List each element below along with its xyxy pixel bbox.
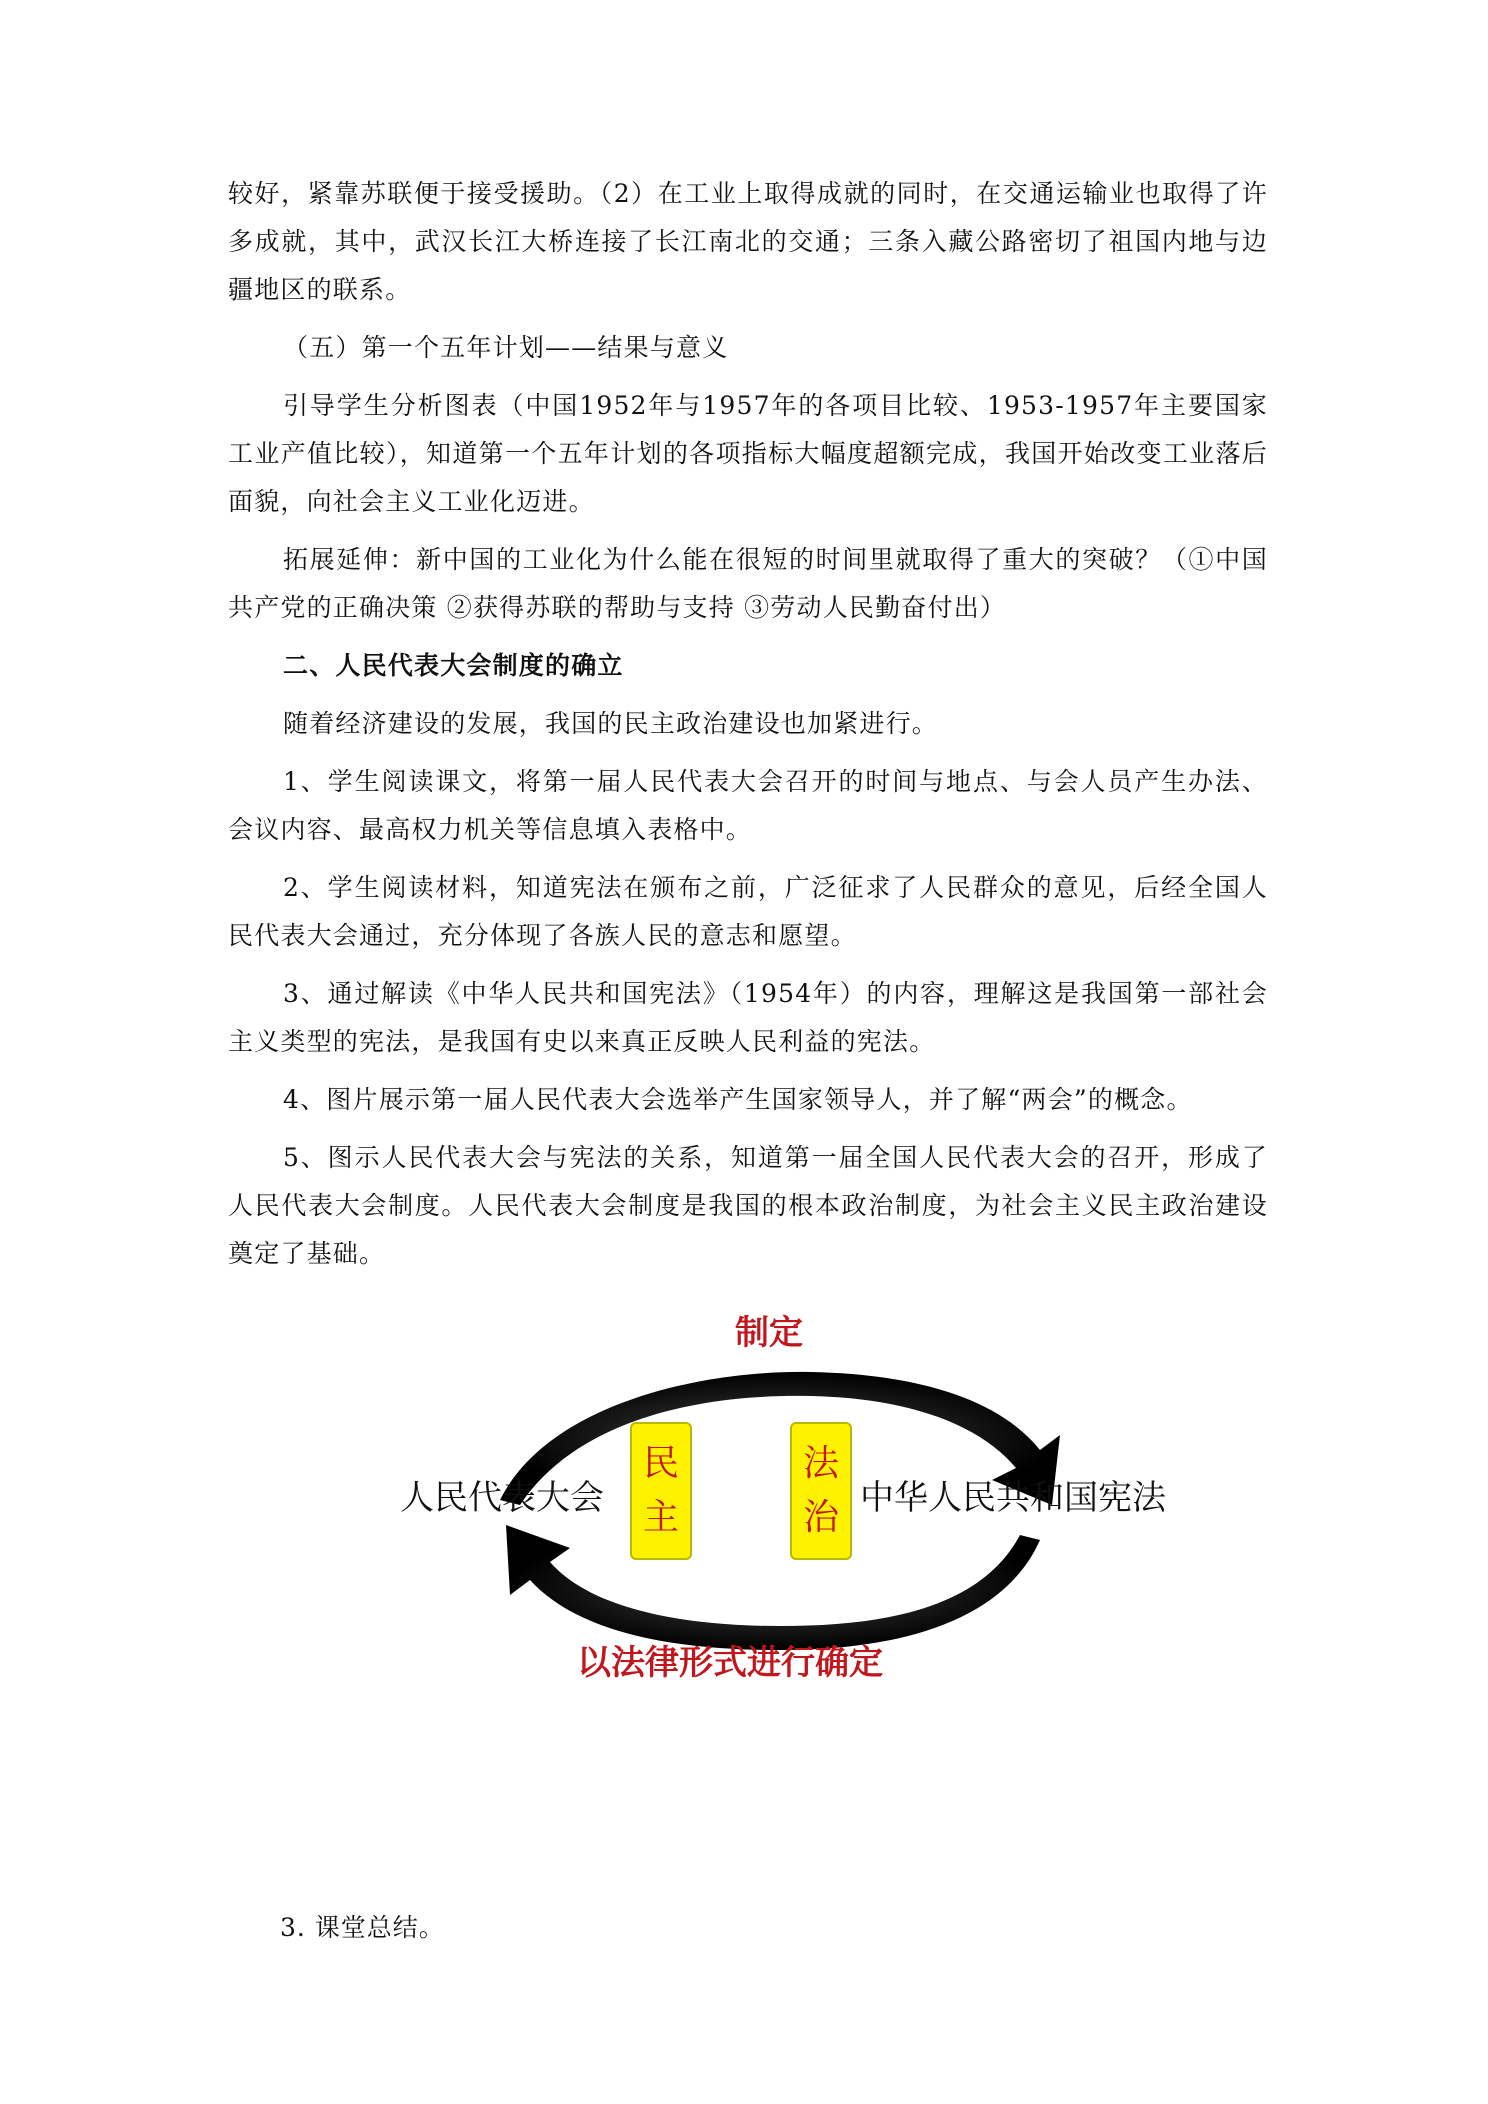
paragraph-democracy-intro: 随着经济建设的发展，我国的民主政治建设也加紧进行。 bbox=[283, 709, 939, 738]
npc-constitution-diagram bbox=[380, 1290, 1200, 1690]
paragraph-continuation: 较好，紧靠苏联便于接受援助。（2）在工业上取得成就的同时，在交通运输业也取得了许多成就，其中，武汉长江大桥连接了长江南北的交通；三条入藏公路密切了祖国内地与边疆地区的联系。 bbox=[228, 179, 1268, 304]
democracy-char-1: 民 bbox=[642, 1443, 679, 1484]
democracy-char-2: 主 bbox=[642, 1497, 679, 1538]
top-label-enact: 制定 bbox=[735, 1313, 803, 1353]
body-text bbox=[228, 170, 1268, 1288]
paragraph-item-1: 1、学生阅读课文，将第一届人民代表大会召开的时间与地点、与会人员产生办法、会议内容、最高权力机关等信息填入表格中。 bbox=[228, 767, 1268, 844]
rule-of-law-box bbox=[790, 1422, 852, 1560]
section-heading-npc-system: 二、人民代表大会制度的确立 bbox=[283, 651, 624, 680]
paragraph-chart-analysis: 引导学生分析图表（中国1952年与1957年的各项目比较、1953-1957年主要国家工业产值比较），知道第一个五年计划的各项指标大幅度超额完成，我国开始改变工业落后面貌，向社会主义工业化迈进。 bbox=[228, 391, 1268, 516]
paragraph-item-3: 3、通过解读《中华人民共和国宪法》（1954年）的内容，理解这是我国第一部社会主义类型的宪法，是我国有史以来真正反映人民利益的宪法。 bbox=[228, 979, 1268, 1056]
democracy-box bbox=[630, 1422, 692, 1560]
node-npc: 人民代表大会 bbox=[400, 1478, 604, 1518]
rule-of-law-char-1: 法 bbox=[802, 1443, 839, 1484]
rule-of-law-char-2: 治 bbox=[802, 1497, 839, 1538]
bottom-arc-arrow bbox=[506, 1525, 1040, 1650]
bottom-label-legal-form: 以法律形式进行确定 bbox=[577, 1643, 883, 1683]
class-summary-heading: 3. 课堂总结。 bbox=[280, 1913, 445, 1942]
paragraph-item-2: 2、学生阅读材料，知道宪法在颁布之前，广泛征求了人民群众的意见，后经全国人民代表大会通过，充分体现了各族人民的意志和愿望。 bbox=[228, 873, 1268, 950]
node-constitution: 中华人民共和国宪法 bbox=[860, 1478, 1166, 1518]
paragraph-item-5: 5、图示人民代表大会与宪法的关系，知道第一届全国人民代表大会的召开，形成了人民代表大会制度。人民代表大会制度是我国的根本政治制度，为社会主义民主政治建设奠定了基础。 bbox=[228, 1143, 1268, 1268]
paragraph-extension: 拓展延伸：新中国的工业化为什么能在很短的时间里就取得了重大的突破？（①中国共产党的正确决策 ②获得苏联的帮助与支持 ③劳动人民勤奋付出） bbox=[228, 545, 1268, 622]
paragraph-item-4: 4、图片展示第一届人民代表大会选举产生国家领导人，并了解“两会”的概念。 bbox=[283, 1085, 1193, 1114]
section-heading-five-year-plan-result: （五）第一个五年计划——结果与意义 bbox=[283, 333, 729, 362]
